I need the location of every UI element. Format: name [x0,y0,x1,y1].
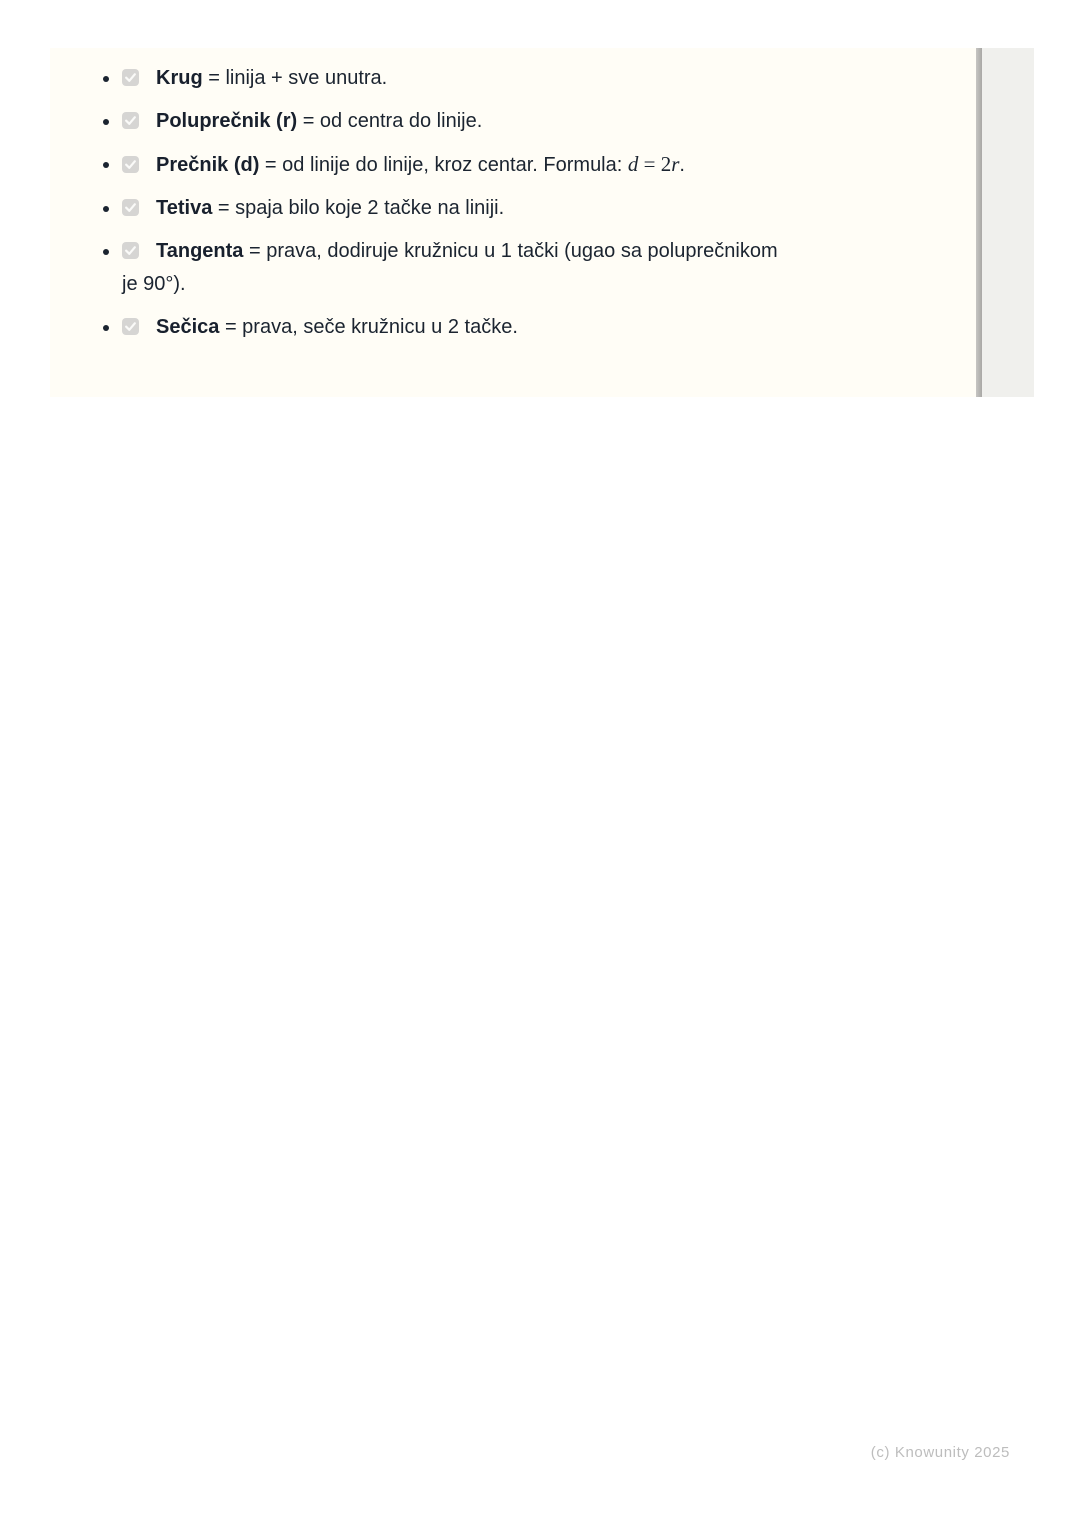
list-item [103,235,914,301]
checkbox-checked-icon[interactable] [122,69,139,86]
bullet-icon [103,206,109,212]
list-item-content [122,62,914,95]
definition-list [50,48,1034,344]
list-item-content [122,235,914,301]
formula-variable-r: r [671,152,680,176]
checkbox-checked-icon[interactable] [122,242,139,259]
list-item [103,192,914,225]
term-text: Sečica [156,316,220,338]
formula-equals: = 2 [638,152,672,176]
term-text: Krug [156,67,203,89]
definition-text: = linija + sve unutra. [202,67,388,89]
checkbox-checked-icon[interactable] [122,199,139,216]
bullet-icon [103,76,109,82]
bullet-icon [103,162,109,168]
list-item-content [122,105,914,138]
term-text: Tangenta [156,240,244,262]
term-text: Poluprečnik (r) [156,110,298,132]
list-item [103,62,914,95]
definition-text-line2: je 90°). [122,273,186,295]
list-item [103,148,914,182]
checkbox-checked-icon[interactable] [122,112,139,129]
definition-text: = od linije do linije, kroz centar. Formula: [259,154,628,176]
bullet-icon [103,325,109,331]
definition-text: = od centra do linije. [297,110,483,132]
term-text: Prečnik (d) [156,154,260,176]
list-item [103,311,914,344]
list-item-content [122,192,914,225]
notes-card [50,48,1034,397]
list-item-content [122,148,914,182]
definition-text: = prava, dodiruje kružnicu u 1 tački (ugao sa poluprečnikom [243,240,778,262]
list-item [103,105,914,138]
formula-period: . [679,154,685,176]
bullet-icon [103,249,109,255]
copyright-footer: (c) Knowunity 2025 [870,1444,1010,1461]
scrollbar-track[interactable] [982,48,1034,397]
term-text: Tetiva [156,197,213,219]
definition-text: = prava, seče kružnicu u 2 tačke. [219,316,518,338]
definition-text: = spaja bilo koje 2 tačke na liniji. [212,197,505,219]
bullet-icon [103,119,109,125]
formula-variable-d: d [627,152,639,176]
checkbox-checked-icon[interactable] [122,318,139,335]
list-item-content [122,311,914,344]
checkbox-checked-icon[interactable] [122,156,139,173]
